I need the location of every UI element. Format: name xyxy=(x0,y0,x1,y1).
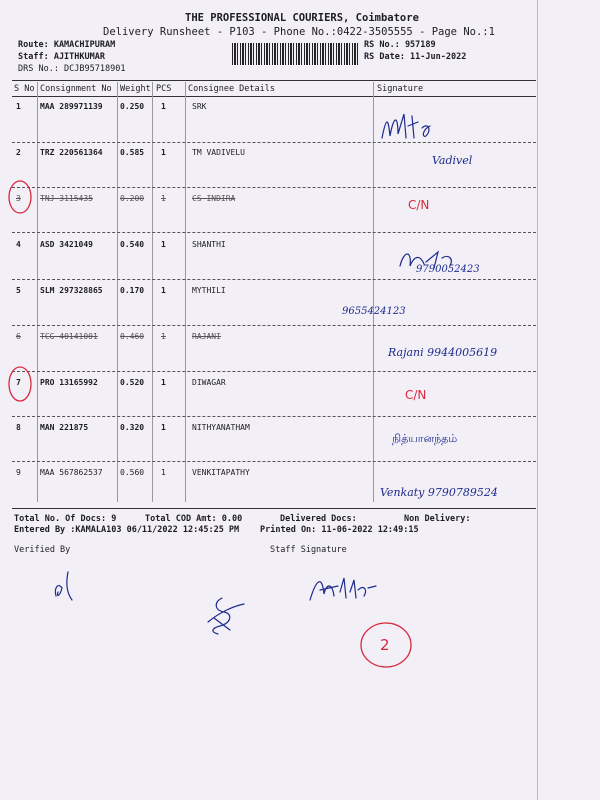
row-consignment: ASD 3421049 xyxy=(40,240,93,249)
row-rule xyxy=(12,142,536,143)
row-rule xyxy=(12,416,536,417)
row-pcs: 1 xyxy=(161,148,166,157)
row-consignee: NITHYANATHAM xyxy=(192,423,250,432)
drs-number: DRS No.: DCJB95718901 xyxy=(18,64,126,74)
row-consignment: PRO 13165992 xyxy=(40,378,98,387)
row-consignee: VENKITAPATHY xyxy=(192,468,250,477)
total-mark: 2 xyxy=(380,636,390,654)
signature-row-1 xyxy=(378,108,438,148)
row-weight: 0.250 xyxy=(120,102,145,111)
row-consignment: TRZ 220561364 xyxy=(40,148,103,157)
row-rule xyxy=(12,325,536,326)
barcode xyxy=(232,43,360,65)
row-consignee: SHANTHI xyxy=(192,240,226,249)
row-consignee: DIWAGAR xyxy=(192,378,226,387)
rs-number: RS No.: 957189 xyxy=(364,40,436,50)
row-rule xyxy=(12,371,536,372)
total-cod: Total COD Amt: 0.00 xyxy=(145,514,243,524)
total-docs: Total No. Of Docs: 9 xyxy=(14,514,117,524)
col-sno: S No xyxy=(14,84,35,94)
row-weight: 0.520 xyxy=(120,378,145,387)
signature-row-4-phone: 9790052423 xyxy=(416,264,480,275)
entered-by: Entered By :KAMALA103 06/11/2022 12:45:25 PM xyxy=(14,525,240,535)
cn-mark: C/N xyxy=(408,198,430,212)
row-sno: 6 xyxy=(16,332,21,341)
col-consignee: Consignee Details xyxy=(188,84,275,94)
rs-date: RS Date: 11-Jun-2022 xyxy=(364,52,467,62)
row-rule xyxy=(12,232,536,233)
printed-on: Printed On: 11-06-2022 12:49:15 xyxy=(260,525,419,535)
row-weight: 0.170 xyxy=(120,286,145,295)
verifier-signature xyxy=(50,566,82,606)
col-pcs: PCS xyxy=(156,84,172,94)
signature-row-5: 9655424123 xyxy=(342,306,406,317)
row-sno: 5 xyxy=(16,286,21,295)
runsheet-title: Delivery Runsheet - P103 - Phone No.:0422-3505555 - Page No.:1 xyxy=(103,26,495,38)
row-sno: 9 xyxy=(16,468,21,477)
row-weight: 0.585 xyxy=(120,148,145,157)
row-consignment: MAA 289971139 xyxy=(40,102,103,111)
row-consignment: MAN 221875 xyxy=(40,423,89,432)
table-row xyxy=(0,468,600,513)
row-sno: 2 xyxy=(16,148,21,157)
row-pcs: 1 xyxy=(161,102,166,111)
row-sno: 7 xyxy=(16,378,21,387)
row-sno: 4 xyxy=(16,240,21,249)
row-sno: 3 xyxy=(16,194,21,203)
signature-row-9: Venkaty 9790789524 xyxy=(380,486,498,499)
cn-mark: C/N xyxy=(405,388,427,402)
row-rule xyxy=(12,279,536,280)
row-weight: 0.560 xyxy=(120,468,145,477)
col-signature: Signature xyxy=(377,84,424,94)
verified-by: Verified By xyxy=(14,545,71,555)
row-pcs: 1 xyxy=(161,240,166,249)
row-weight: 0.320 xyxy=(120,423,145,432)
row-consignment: TCG 40141001 xyxy=(40,332,98,341)
row-pcs: 1 xyxy=(161,286,166,295)
row-rule xyxy=(12,461,536,462)
row-consignment: SLM 297328865 xyxy=(40,286,103,295)
row-consignee: SRK xyxy=(192,102,207,111)
row-weight: 0.200 xyxy=(120,194,145,203)
table-bottom-rule xyxy=(12,508,536,509)
row-consignee: TM VADIVELU xyxy=(192,148,245,157)
staff-signature-label: Staff Signature xyxy=(270,545,347,555)
row-sno: 1 xyxy=(16,102,21,111)
row-consignee: RAJANI xyxy=(192,332,221,341)
row-weight: 0.460 xyxy=(120,332,145,341)
signature-row-6: Rajani 9944005619 xyxy=(388,346,498,359)
table-top-rule xyxy=(12,80,536,81)
row-sno: 8 xyxy=(16,423,21,432)
table-row xyxy=(0,102,600,147)
staff-signature xyxy=(304,568,384,610)
row-pcs: 1 xyxy=(161,468,166,477)
row-weight: 0.540 xyxy=(120,240,145,249)
row-pcs: 1 xyxy=(161,332,166,341)
delivered-docs: Delivered Docs: xyxy=(280,514,357,524)
row-pcs: 1 xyxy=(161,194,166,203)
signature-row-2: Vadivel xyxy=(432,154,473,167)
row-consignee: CS INDIRA xyxy=(192,194,236,203)
non-delivery: Non Delivery: xyxy=(404,514,471,524)
row-rule xyxy=(12,187,536,188)
row-pcs: 1 xyxy=(161,378,166,387)
row-consignee: MYTHILI xyxy=(192,286,226,295)
row-pcs: 1 xyxy=(161,423,166,432)
table-header-rule xyxy=(12,96,536,97)
staff-label: Staff: AJITHKUMAR xyxy=(18,52,105,62)
signature-row-8: நித்யானந்தம் xyxy=(392,432,458,445)
col-weight: Weight xyxy=(120,84,151,94)
red-circle-mark xyxy=(6,178,34,216)
row-consignment: MAA 567862537 xyxy=(40,468,103,477)
red-circle-mark xyxy=(6,364,34,404)
company-title: THE PROFESSIONAL COURIERS, Coimbatore xyxy=(185,12,419,24)
col-consignment: Consignment No xyxy=(40,84,112,94)
route-label: Route: KAMACHIPURAM xyxy=(18,40,116,50)
verifier-signature-2 xyxy=(200,592,248,638)
row-consignment: TNJ 3115435 xyxy=(40,194,93,203)
